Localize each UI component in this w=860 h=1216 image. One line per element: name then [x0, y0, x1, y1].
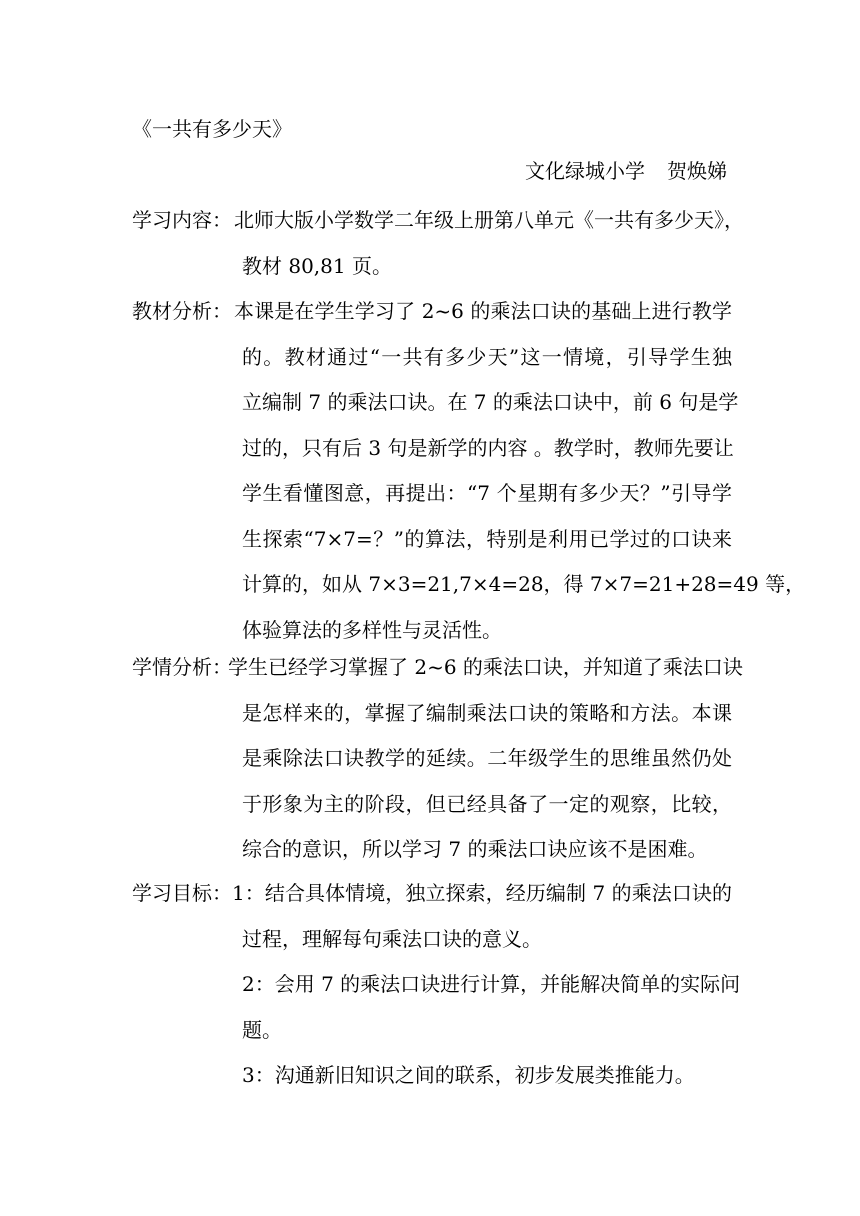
lesson-title: 《一共有多少天》	[132, 117, 292, 141]
section-body	[234, 198, 744, 289]
section-line: 教材 80,81 页。	[242, 253, 392, 278]
author-school: 文化绿城小学	[525, 159, 645, 183]
section-label: 学情分析：	[132, 655, 232, 679]
section-line: 3：沟通新旧知识之间的联系，初步发展类推能力。	[242, 1063, 695, 1087]
section-line: 1：结合具体情境，独立探索，经历编制 7 的乘法口诀的	[232, 881, 732, 905]
section-line: 计算的，如从 7×3=21,7×4=28，得 7×7=21+28=49 等，	[242, 572, 806, 596]
section-body	[232, 871, 741, 1099]
section-line: 本课是在学生学习了 2~6 的乘法口诀的基础上进行教学	[234, 299, 732, 323]
section-line: 体验算法的多样性与灵活性。	[242, 617, 502, 642]
section-label: 学习内容：	[132, 208, 232, 232]
section-line: 立编制 7 的乘法口诀。在 7 的乘法口诀中，前 6 句是学	[242, 390, 739, 414]
section-line: 于形象为主的阶段，但已经具备了一定的观察，比较，	[242, 791, 732, 816]
section-line: 生探索“7×7=？”的算法，特别是利用已学过的口诀来	[242, 526, 732, 551]
section-line: 学生已经学习掌握了 2~6 的乘法口诀，并知道了乘法口诀	[228, 655, 743, 679]
author-line	[525, 156, 727, 186]
section-line: 北师大版小学数学二年级上册第八单元《一共有多少天》，	[234, 208, 744, 232]
section-label: 学习目标：	[132, 881, 232, 905]
section-body	[228, 645, 743, 873]
section-line: 是怎样来的，掌握了编制乘法口诀的策略和方法。本课	[242, 700, 732, 725]
section-label: 教材分析：	[132, 299, 232, 323]
section-line: 2：会用 7 的乘法口诀进行计算，并能解决简单的实际问	[242, 972, 741, 996]
author-name: 贺焕娣	[667, 159, 727, 183]
section-line: 过程，理解每句乘法口诀的意义。	[242, 926, 542, 951]
section-line: 过的，只有后 3 句是新学的内容 。教学时，教师先要让	[242, 435, 734, 460]
section-body	[234, 289, 806, 653]
section-line: 是乘除法口诀教学的延续。二年级学生的思维虽然仍处	[242, 746, 732, 770]
section-line: 的。教材通过“一共有多少天”这一情境，引导学生独	[242, 344, 732, 369]
section-line: 题。	[242, 1017, 282, 1042]
section-line: 学生看懂图意，再提出：“7 个星期有多少天？”引导学	[242, 481, 732, 505]
section-line: 综合的意识，所以学习 7 的乘法口诀应该不是困难。	[242, 837, 708, 861]
